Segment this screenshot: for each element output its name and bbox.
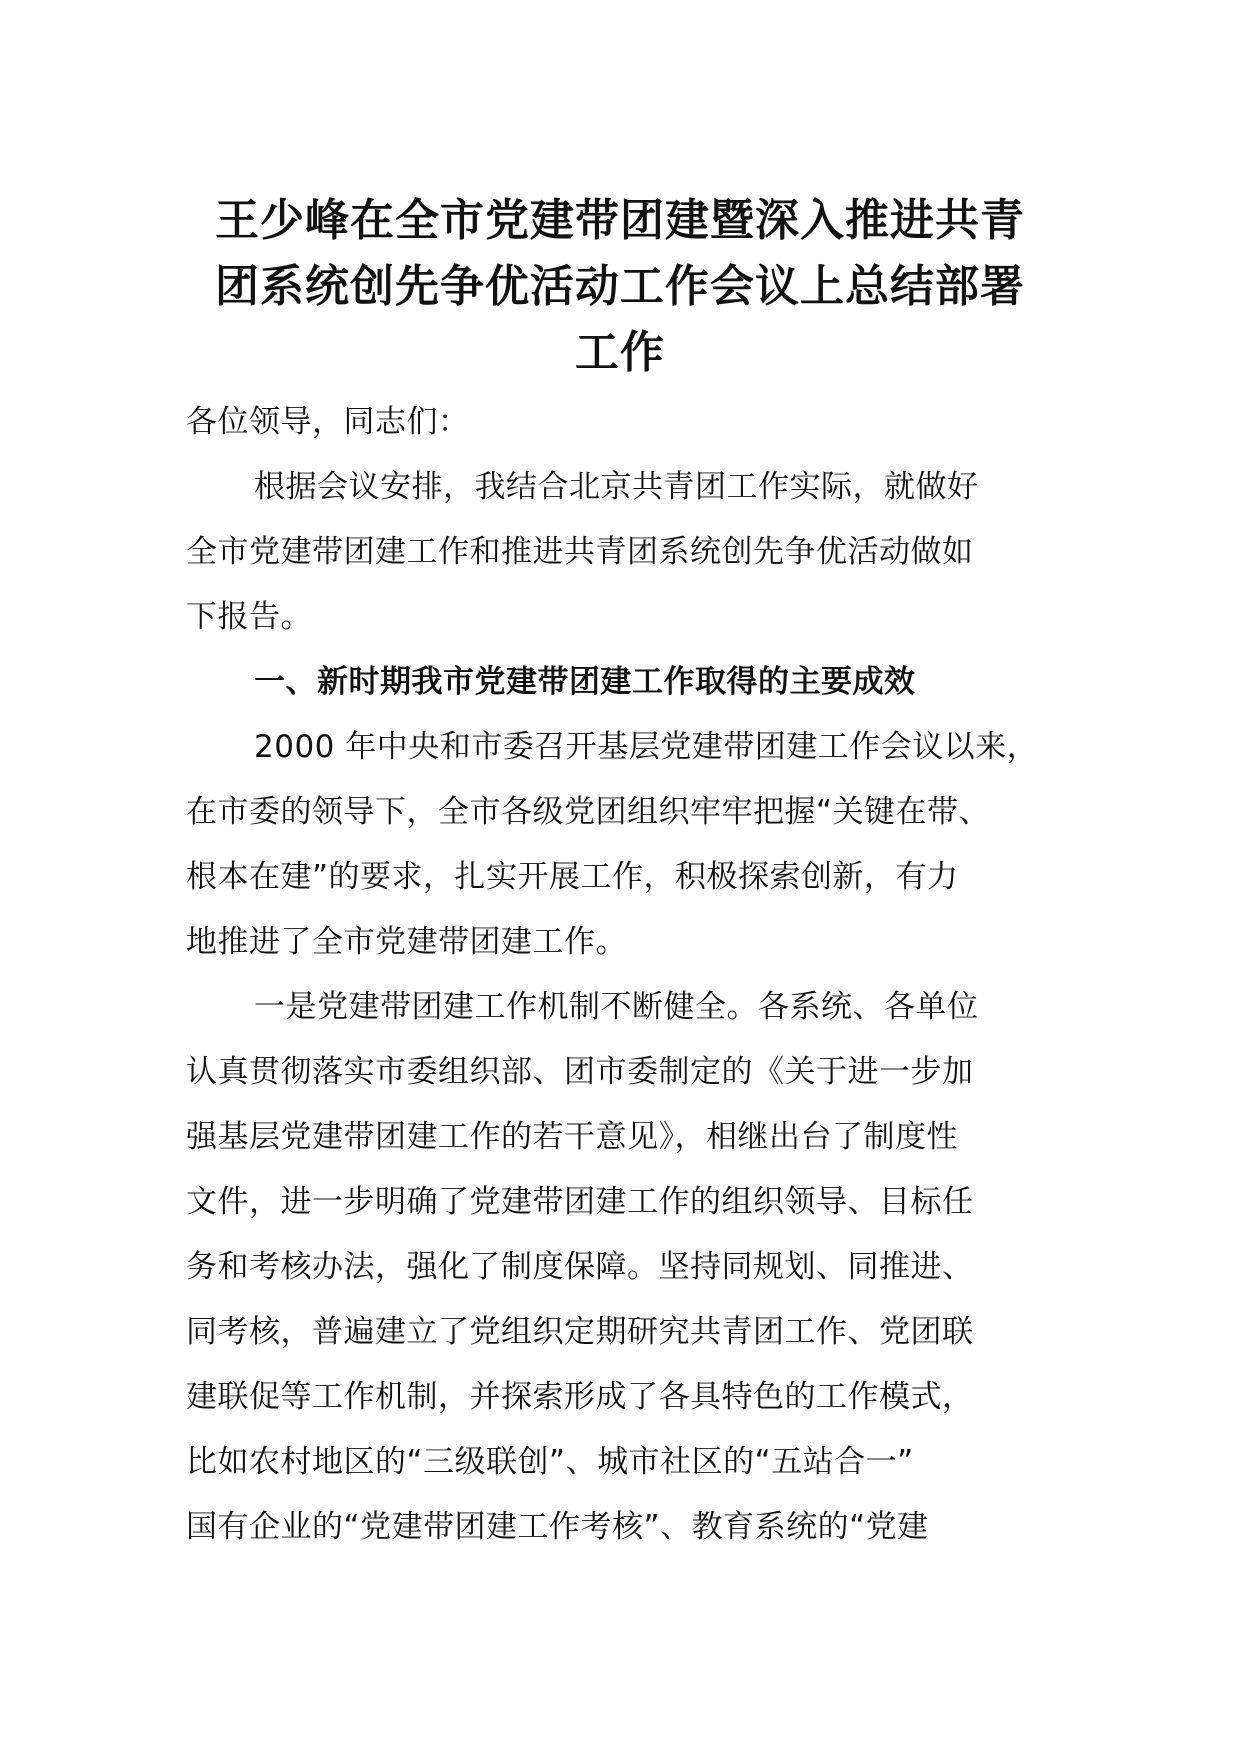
- paragraph-mechanism: [186, 975, 1086, 1560]
- paragraph-line: 文件，进一步明确了党建带团建工作的组织领导、目标任: [186, 1184, 974, 1220]
- document-body: [186, 390, 1086, 1560]
- paragraph-line: 强基层党建带团建工作的若干意见》，相继出台了制度性: [186, 1119, 958, 1155]
- paragraph-line: 国有企业的“党建带团建工作考核”、教育系统的“党建: [186, 1509, 929, 1545]
- paragraph-line: 根本在建”的要求，扎实开展工作，积极探索创新，有力: [186, 859, 959, 895]
- greeting: 各位领导，同志们：: [186, 404, 470, 440]
- paragraph-line: 下报告。: [186, 599, 312, 635]
- paragraph-line: 同考核，普遍建立了党组织定期研究共青团工作、党团联: [186, 1314, 974, 1350]
- paragraph-line: 地推进了全市党建带团建工作。: [186, 924, 627, 960]
- title-line-3: 工作: [575, 327, 665, 378]
- paragraph-line: 在市委的领导下，全市各级党团组织牢牢把握“关键在带、: [186, 794, 991, 830]
- paragraph-line: 务和考核办法，强化了制度保障。坚持同规划、同推进、: [186, 1249, 974, 1285]
- paragraph-line: 比如农村地区的“三级联创”、城市社区的“五站合一”: [186, 1444, 914, 1480]
- paragraph-line: 2000 年中央和市委召开基层党建带团建工作会议以来，: [254, 729, 1039, 765]
- section-heading: 一、新时期我市党建带团建工作取得的主要成效: [254, 664, 916, 700]
- paragraph-achievements: [186, 715, 1086, 975]
- paragraph-line: 建联促等工作机制，并探索形成了各具特色的工作模式，: [186, 1379, 974, 1415]
- paragraph-line: 认真贯彻落实市委组织部、团市委制定的《关于进一步加: [186, 1054, 974, 1090]
- document-title: [150, 188, 1090, 386]
- title-line-1: 王少峰在全市党建带团建暨深入推进共青: [215, 195, 1025, 246]
- title-line-2: 团系统创先争优活动工作会议上总结部署: [215, 261, 1025, 312]
- paragraph-line: 根据会议安排，我结合北京共青团工作实际，就做好: [254, 469, 979, 505]
- paragraph-line: 一是党建带团建工作机制不断健全。各系统、各单位: [254, 989, 979, 1025]
- paragraph-line: 全市党建带团建工作和推进共青团系统创先争优活动做如: [186, 534, 974, 570]
- paragraph-intro: [186, 455, 1086, 650]
